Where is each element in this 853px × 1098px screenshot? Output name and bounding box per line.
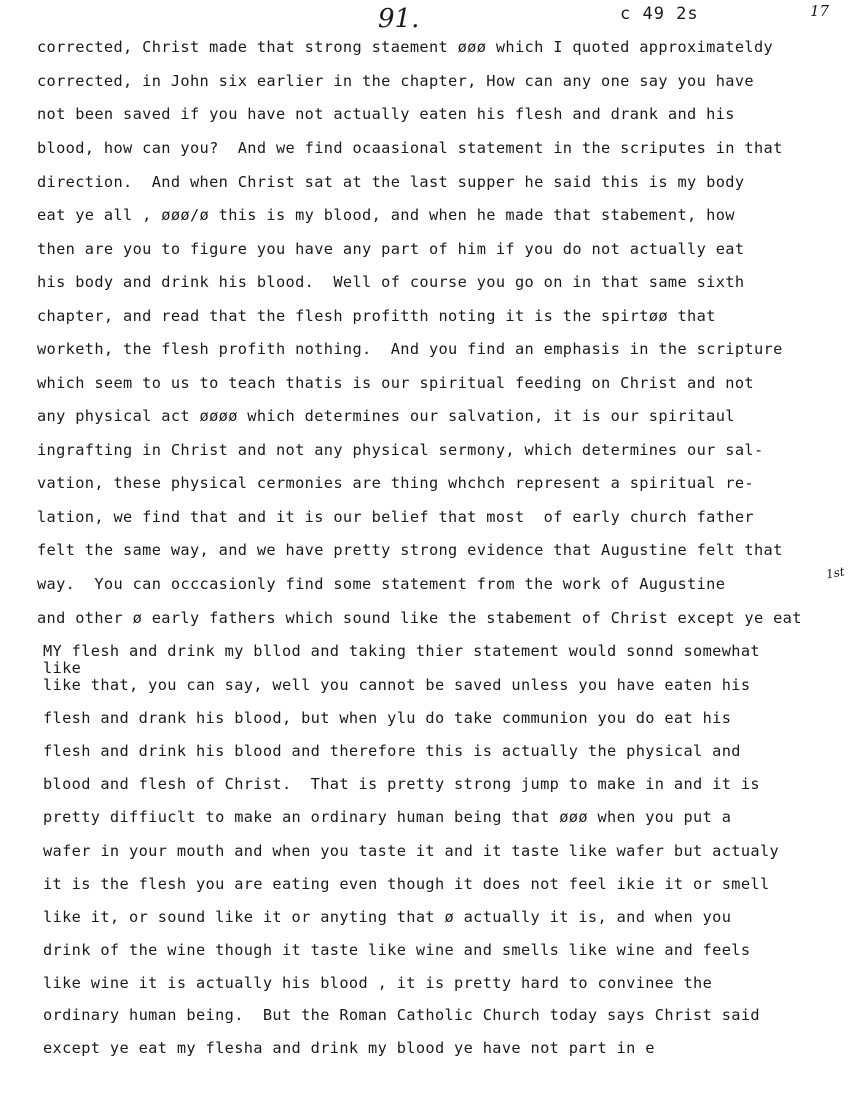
text-line: drink of the wine though it taste like wine and smells like wine and feels: [43, 941, 751, 959]
text-line: chapter, and read that the flesh profitth noting it is the spirtøø that: [37, 307, 716, 325]
text-line: way. You can occcasionly find some statement from the work of Augustine: [37, 575, 726, 593]
text-line: pretty diffiuclt to make an ordinary human being that øøø when you put a: [43, 808, 732, 826]
text-line: direction. And when Christ sat at the last supper he said this is my body: [37, 173, 745, 191]
text-line: vation, these physical cermonies are thing whchch represent a spiritual re-: [37, 474, 754, 492]
text-line: ordinary human being. But the Roman Catholic Church today says Christ said: [43, 1006, 760, 1024]
text-line: ingrafting in Christ and not any physical sermony, which determines our sal-: [37, 441, 764, 459]
text-line: his body and drink his blood. Well of course you go on in that same sixth: [37, 273, 745, 291]
text-line: like that, you can say, well you cannot be saved unless you have eaten his: [43, 676, 751, 694]
text-line: wafer in your mouth and when you taste it and it taste like wafer but actualy: [43, 842, 780, 860]
text-line: lation, we find that and it is our belief that most of early church father: [37, 508, 754, 526]
text-line: flesh and drank his blood, but when ylu do take communion you do eat his: [43, 709, 732, 727]
text-line: corrected, in John six earlier in the chapter, How can any one say you have: [37, 72, 754, 90]
text-line: it is the flesh you are eating even though it does not feel ikie it or smell: [43, 875, 770, 893]
text-line: eat ye all , øøø/ø this is my blood, and when he made that stabement, how: [37, 206, 735, 224]
text-line: which seem to us to teach thatis is our spiritual feeding on Christ and not: [37, 374, 754, 392]
margin-note: 1st: [824, 564, 846, 582]
handwritten-page-number: 91.: [378, 4, 420, 34]
text-line: except ye eat my flesha and drink my blood ye have not part in e: [43, 1039, 655, 1057]
text-line: blood and flesh of Christ. That is pretty strong jump to make in and it is: [43, 775, 760, 793]
text-line: felt the same way, and we have pretty strong evidence that Augustine felt that: [37, 541, 783, 559]
text-line: worketh, the flesh profith nothing. And you find an emphasis in the scripture: [37, 340, 783, 358]
text-line: then are you to figure you have any part of him if you do not actually eat: [37, 240, 745, 258]
text-line: any physical act øøøø which determines our salvation, it is our spiritaul: [37, 407, 735, 425]
text-line: and other ø early fathers which sound like the stabement of Christ except ye eat: [37, 609, 802, 627]
text-line: like: [43, 659, 82, 677]
text-line: MY flesh and drink my bllod and taking thier statement would sonnd somewhat: [43, 642, 760, 660]
document-reference: c 49 2s: [620, 4, 699, 24]
text-line: not been saved if you have not actually eaten his flesh and drank and his: [37, 105, 735, 123]
text-line: blood, how can you? And we find ocaasional statement in the scriputes in that: [37, 139, 783, 157]
text-line: like it, or sound like it or anyting that ø actually it is, and when you: [43, 908, 732, 926]
sequence-number: 17: [810, 2, 830, 20]
text-line: like wine it is actually his blood , it is pretty hard to convinee the: [43, 974, 713, 992]
text-line: corrected, Christ made that strong staement øøø which I quoted approximateldy: [37, 38, 774, 56]
text-line: flesh and drink his blood and therefore this is actually the physical and: [43, 742, 741, 760]
